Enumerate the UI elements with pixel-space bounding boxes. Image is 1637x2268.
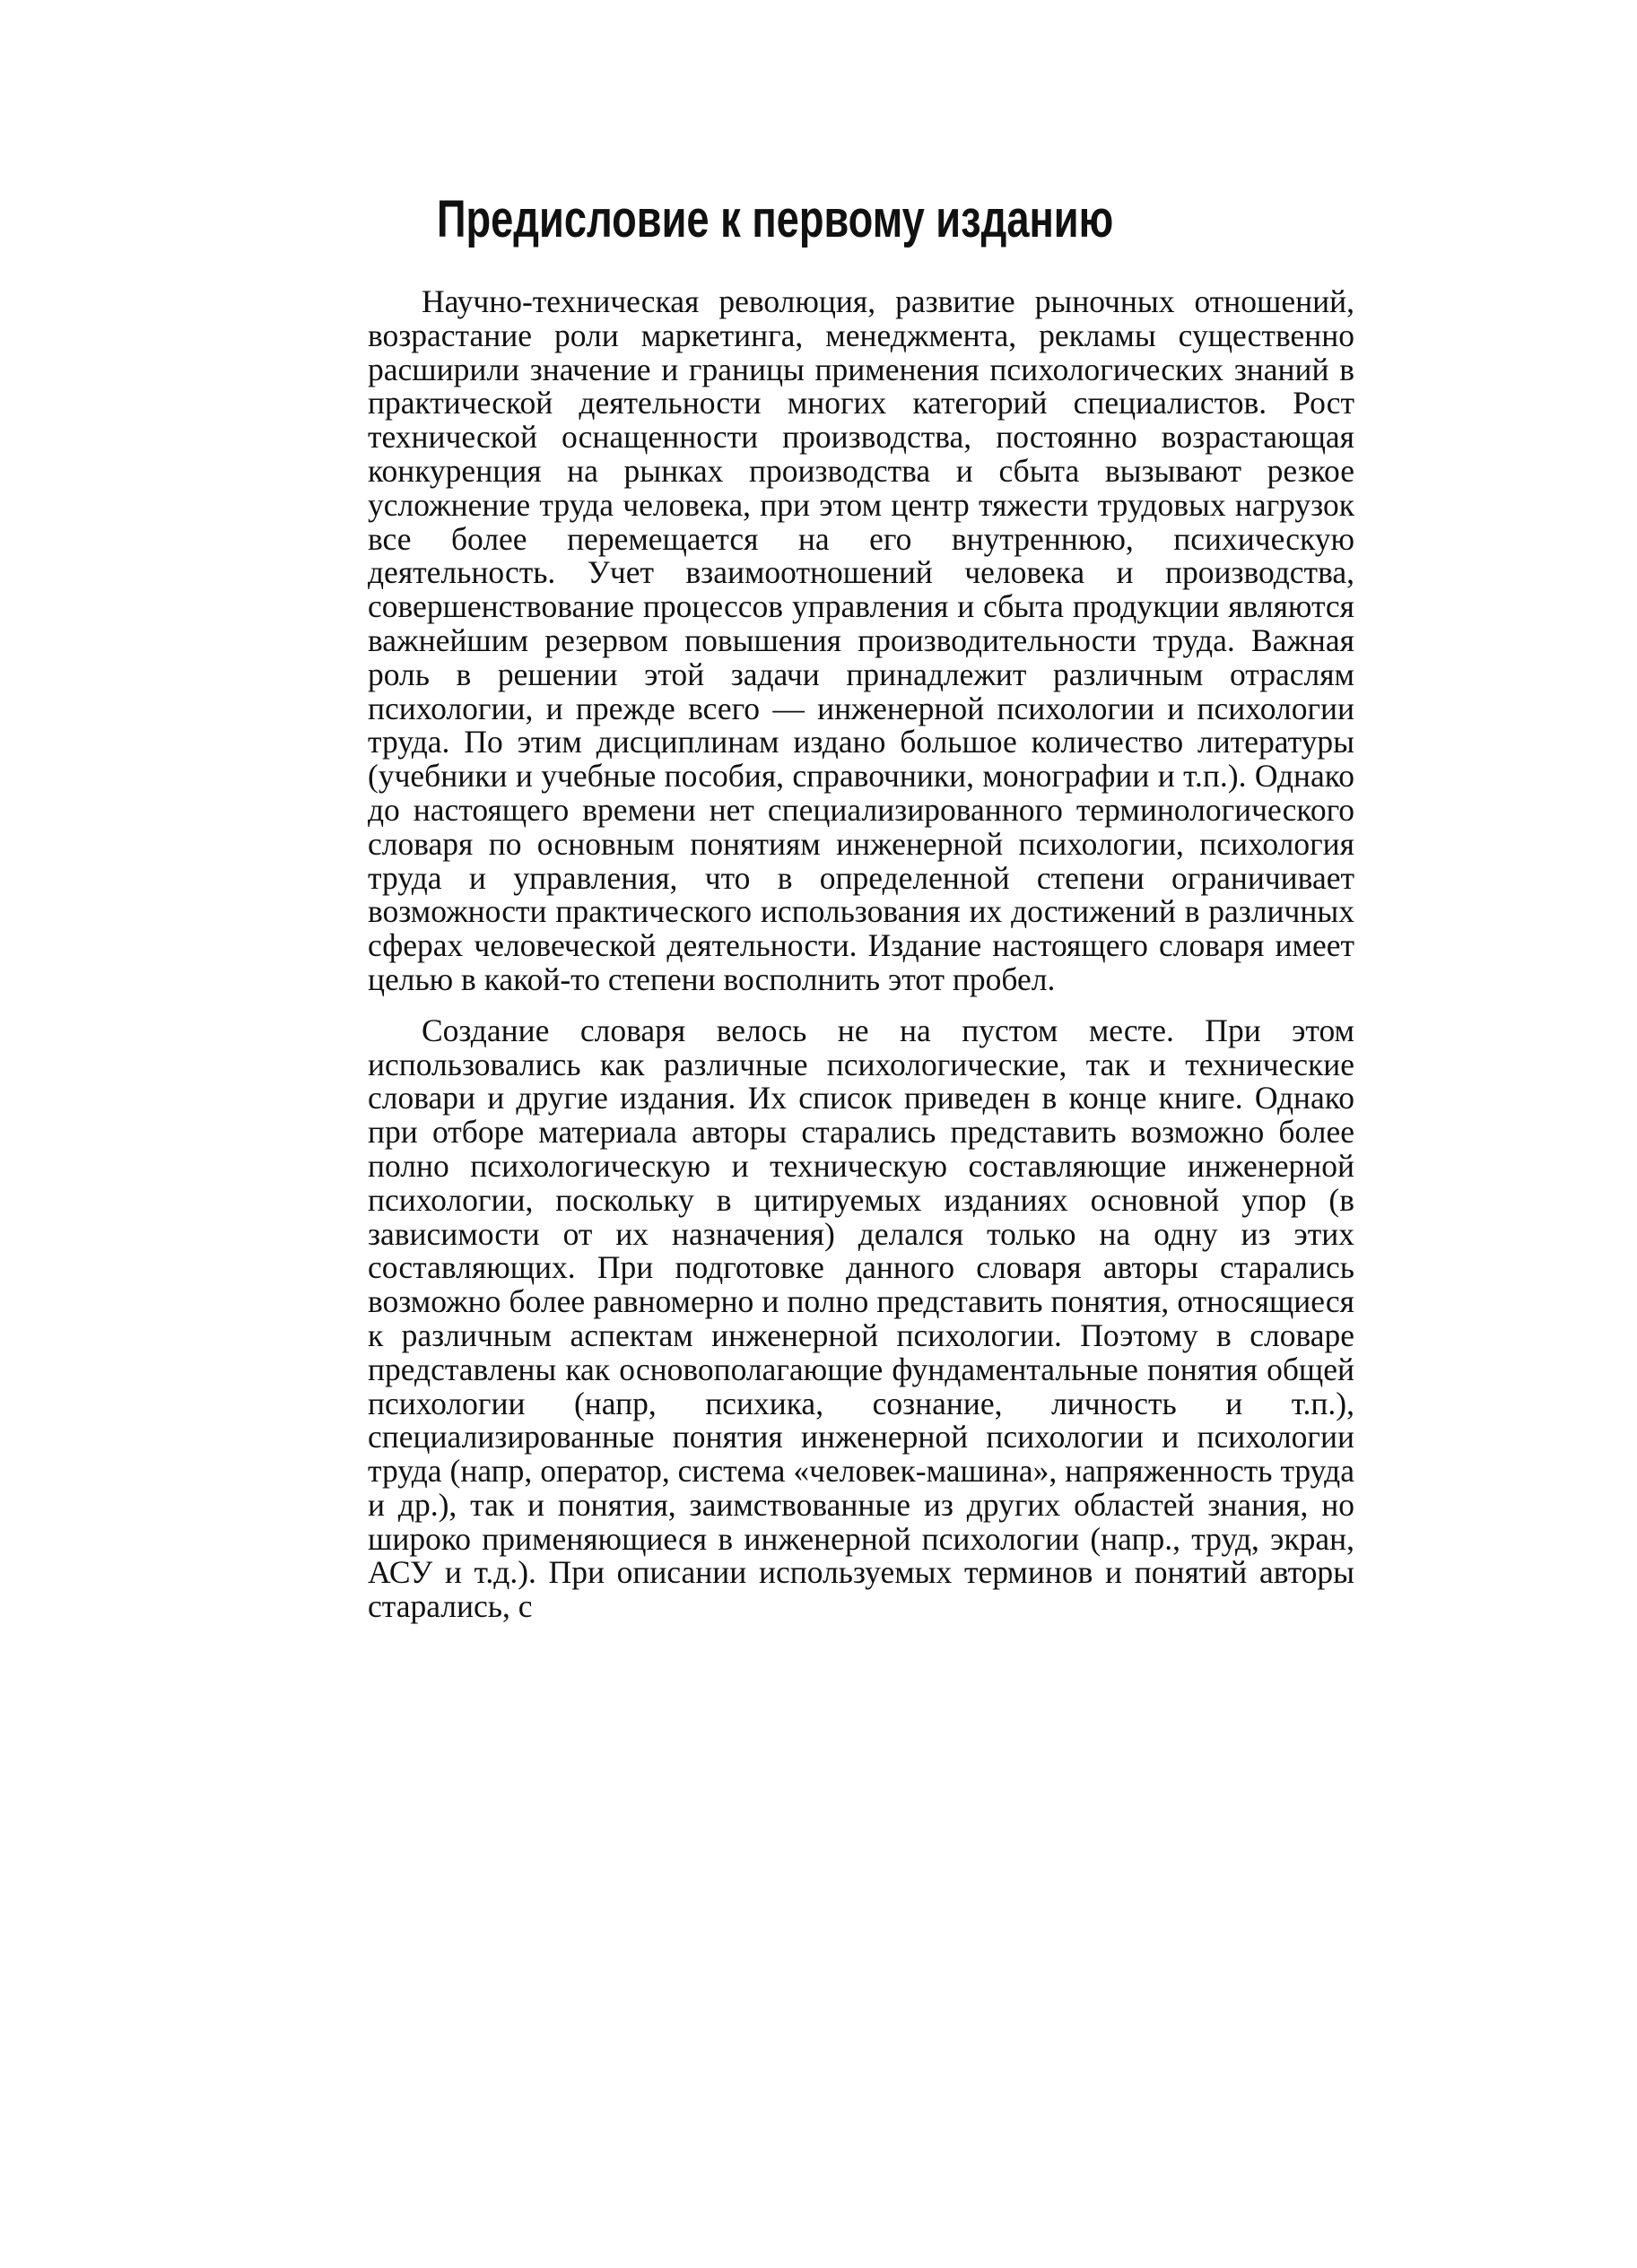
body-text <box>368 285 1354 1624</box>
page-title: Предисловие к первому изданию <box>437 190 1114 248</box>
paragraph-1: Научно-техническая революция, развитие рыночных отношений, возрастание роли маркетинга, менеджмента, рекламы существенно расширили значение и границы применения психологических знаний в практической деятельности многих категорий специалистов. Рост технической оснащенности производства, постоянно возрастающая конкуренция на рынках производства и сбыта вызывают резкое усложнение труда человека, при этом центр тяжести трудовых нагрузок все более перемещается на его внутреннюю, психическую деятельность. Учет взаимоотношений человека и производства, совершенствование процессов управления и сбыта продукции являются важнейшим резервом повышения производительности труда. Важная роль в решении этой задачи принадлежит различным отраслям психологии, и прежде всего — инженерной психологии и психологии труда. По этим дисциплинам издано большое количество литературы (учебники и учебные пособия, справочники, монографии и т.п.). Однако до настоящего времени нет специализированного терминологического словаря по основным понятиям инженерной психологии, психология труда и управления, что в определенной степени ограничивает возможности практического использования их достижений в различных сферах человеческой деятельности. Издание настоящего словаря имеет целью в какой-то степени восполнить этот пробел. <box>368 283 1354 997</box>
paragraph-2: Создание словаря велось не на пустом месте. При этом использовались как различные психологические, так и технические словари и другие издания. Их список приведен в конце книге. Однако при отборе материала авторы старались представить возможно более полно психологическую и техническую составляющие инженерной психологии, поскольку в цитируемых изданиях основной упор (в зависимости от их назначения) делался только на одну из этих составляющих. При подготовке данного словаря авторы старались возможно более равномерно и полно представить понятия, относящиеся к различным аспектам инженерной психологии. Поэтому в словаре представлены как основополагающие фундаментальные понятия общей психологии (напр, психика, сознание, личность и т.п.), специализированные понятия инженерной психологии и психологии труда (напр, оператор, система «человек-машина», напряженность труда и др.), так и понятия, заимствованные из других областей знания, но широко применяющиеся в инженерной психологии (напр., труд, экран, АСУ и т.д.). При описании используемых терминов и понятий авторы старались, с <box>368 1012 1354 1625</box>
